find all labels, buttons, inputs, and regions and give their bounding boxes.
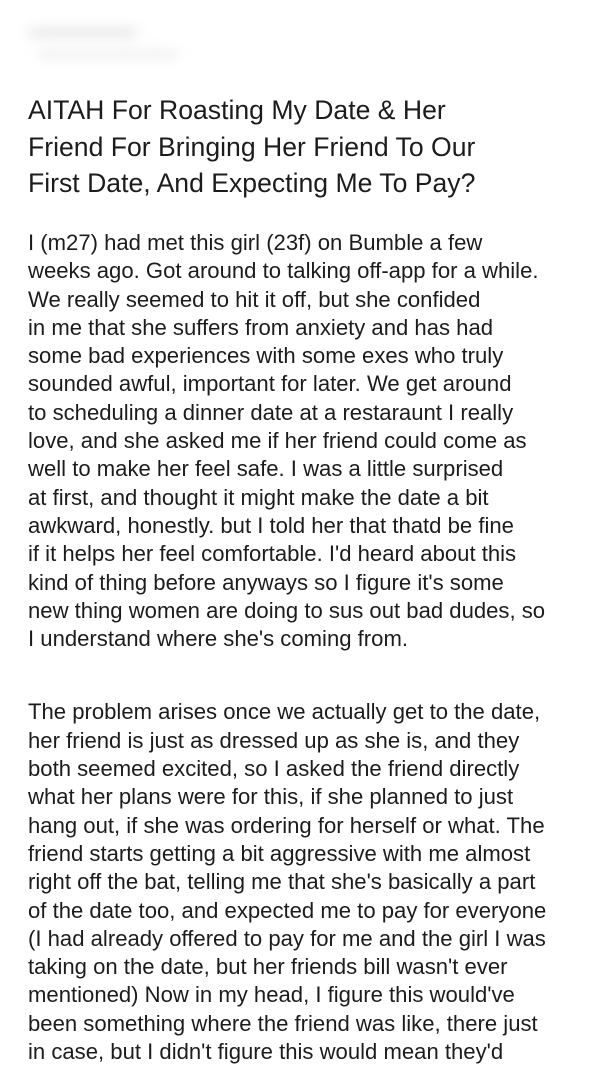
blurred-author-info — [28, 22, 178, 72]
body-line: love, and she asked me if her friend could come as — [28, 428, 527, 454]
blurred-header — [0, 0, 608, 90]
body-line: her friend is just as dressed up as she is, and they — [28, 727, 520, 753]
body-line: to scheduling a dinner date at a restaraunt I really — [28, 399, 514, 425]
post-body — [28, 229, 608, 1066]
body-line: taking on the date, but her friends bill wasn't ever — [28, 954, 508, 980]
body-line: of the date too, and expected me to pay for everyone — [28, 897, 547, 923]
body-line: right off the bat, telling me that she's basically a part — [28, 869, 536, 895]
body-line: well to make her feel safe. I was a little surprised — [28, 456, 504, 482]
body-line: kind of thing before anyways so I figure it's some — [28, 569, 504, 595]
post-title — [28, 92, 588, 202]
body-line: new thing women are doing to sus out bad dudes, so — [28, 597, 546, 623]
post-paragraph — [28, 229, 608, 653]
post-title-line: Friend For Bringing Her Friend To Our — [28, 131, 476, 162]
post-paragraph — [28, 698, 608, 1066]
post-title-line: AITAH For Roasting My Date & Her — [28, 95, 446, 125]
body-line: I (m27) had met this girl (23f) on Bumble a few — [28, 230, 483, 255]
body-line: been something where the friend was like, there just — [28, 1010, 538, 1036]
body-line: hang out, if she was ordering for herself or what. The — [28, 812, 545, 838]
body-line: if it helps her feel comfortable. I'd heard about this — [28, 541, 517, 567]
blurred-username — [28, 28, 138, 37]
body-line: at first, and thought it might make the date a bit — [28, 484, 489, 510]
body-line: what her plans were for this, if she planned to just — [28, 784, 514, 810]
body-line: I understand where she's coming from. — [28, 626, 408, 652]
post-title-line: First Date, And Expecting Me To Pay? — [28, 168, 476, 198]
blurred-subreddit — [38, 50, 178, 58]
body-line: friend starts getting a bit aggressive with me almost — [28, 840, 531, 866]
body-line: both seemed excited, so I asked the friend directly — [28, 756, 520, 782]
paragraph-gap — [28, 653, 608, 698]
body-line: sounded awful, important for later. We get around — [28, 371, 512, 397]
body-line: in case, but I didn't figure this would mean they'd — [28, 1039, 504, 1065]
body-line: The problem arises once we actually get to the date, — [28, 699, 541, 725]
body-line: some bad experiences with some exes who truly — [28, 343, 504, 369]
body-line: mentioned) Now in my head, I figure this would've — [28, 982, 515, 1008]
body-line: in me that she suffers from anxiety and has had — [28, 314, 494, 340]
body-line: (I had already offered to pay for me and the girl I was — [28, 925, 546, 951]
body-line: weeks ago. Got around to talking off-app for a while. — [28, 258, 539, 284]
body-line: We really seemed to hit it off, but she confided — [28, 286, 481, 312]
body-line: awkward, honestly. but I told her that thatd be fine — [28, 512, 514, 538]
